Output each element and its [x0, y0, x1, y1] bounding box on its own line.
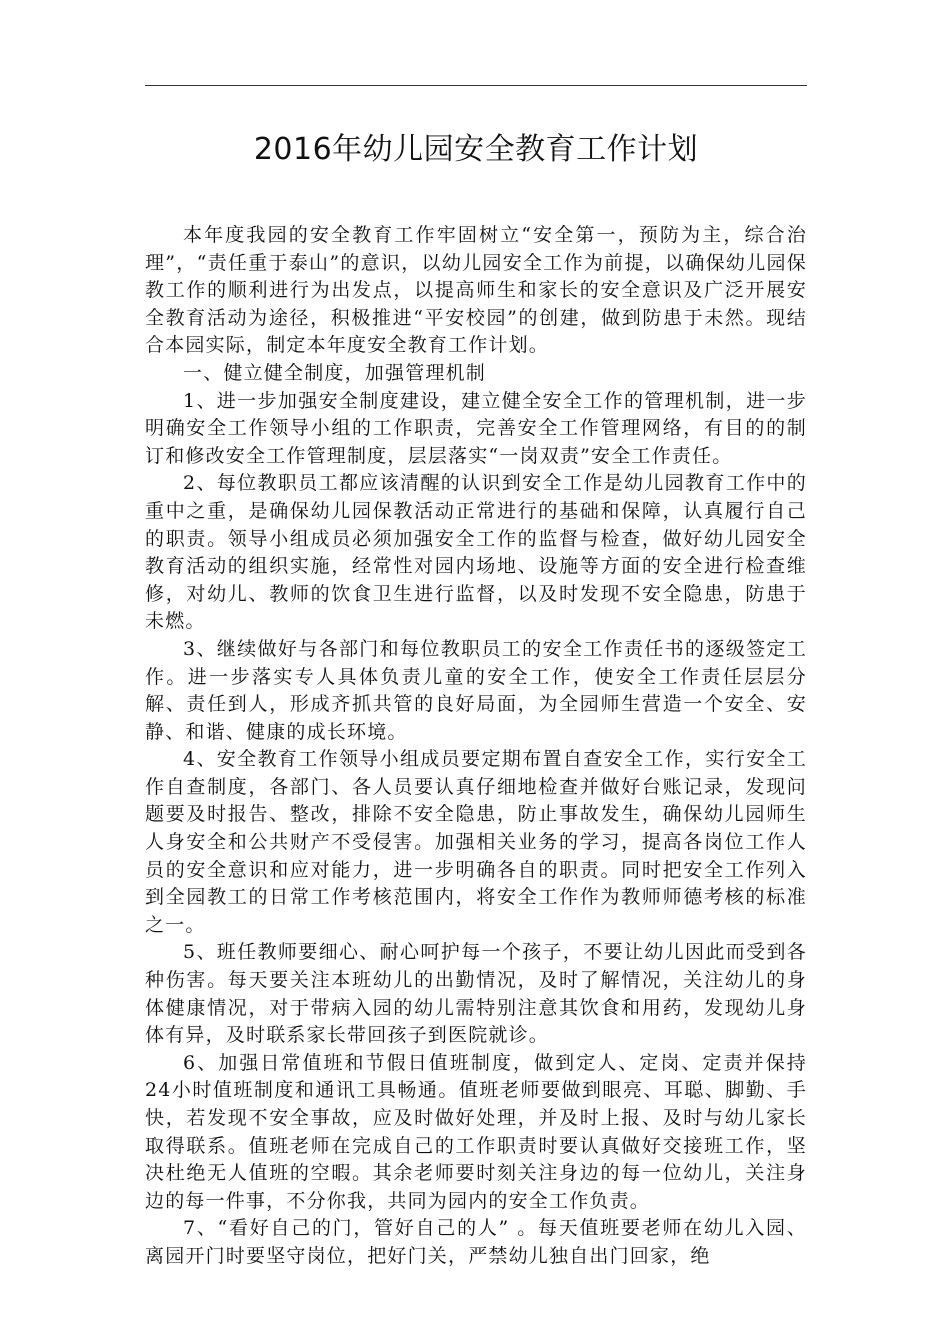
- item-paragraph-6: 6、加强日常值班和节假日值班制度，做到定人、定岗、定责并保持24小时值班制度和通讯工具畅通。值班老师要做到眼亮、耳聪、脚勤、手快，若发现不安全事故，应及时做好处理，并及时上报、及时与幼儿家长取得联系。值班老师在完成自己的工作职责时要认真做好交接班工作，坚决杜绝无人值班的空暇。其余老师要时刻关注身边的每一位幼儿，关注身边的每一件事，不分你我，共同为园内的安全工作负责。: [145, 1051, 807, 1212]
- section-heading: 一、健立健全制度，加强管理机制: [183, 361, 487, 384]
- item-paragraph-1: 1、进一步加强安全制度建设，建立健全安全工作的管理机制，进一步明确安全工作领导小组的工作职责，完善安全工作管理网络，有目的的制订和修改安全工作管理制度，层层落实“一岗双责”安全工作责任。: [145, 389, 807, 467]
- item-paragraph-7: 7、“看好自己的门，管好自己的人” 。每天值班要老师在幼儿入园、离园开门时要坚守岗位，把好门关，严禁幼儿独自出门回家，绝: [145, 1217, 807, 1267]
- document-body: [145, 222, 807, 1271]
- document-title: 2016年幼儿园安全教育工作计划: [253, 132, 699, 167]
- item-paragraph-4: 4、安全教育工作领导小组成员要定期布置自查安全工作，实行安全工作自查制度，各部门、各人员要认真仔细地检查并做好台账记录，发现问题要及时报告、整改，排除不安全隐患，防止事故发生，确保幼儿园师生人身安全和公共财产不受侵害。加强相关业务的学习，提高各岗位工作人员的安全意识和应对能力，进一步明确各自的职责。同时把安全工作列入到全园教工的日常工作考核范围内，将安全工作作为教师师德考核的标准之一。: [145, 748, 807, 936]
- item-paragraph-2: 2、每位教职员工都应该清醒的认识到安全工作是幼儿园教育工作中的重中之重，是确保幼儿园保教活动正常进行的基础和保障，认真履行自己的职责。领导小组成员必须加强安全工作的监督与检查，做好幼儿园安全教育活动的组织实施，经常性对园内场地、设施等方面的安全进行检查维修，对幼儿、教师的饮食卫生进行监督，以及时发现不安全隐患，防患于未燃。: [145, 472, 807, 633]
- item-paragraph-3: 3、继续做好与各部门和每位教职员工的安全工作责任书的逐级签定工作。进一步落实专人具体负责儿童的安全工作，使安全工作责任层层分解、责任到人，形成齐抓共管的良好局面，为全园师生营造一个安全、安静、和谐、健康的成长环境。: [145, 637, 807, 743]
- header-rule: [145, 85, 807, 86]
- item-paragraph-5: 5、班任教师要细心、耐心呵护每一个孩子，不要让幼儿因此而受到各种伤害。每天要关注本班幼儿的出勤情况，及时了解情况，关注幼儿的身体健康情况，对于带病入园的幼儿需特别注意其饮食和用药，发现幼儿身体有异，及时联系家长带回孩子到医院就诊。: [145, 941, 807, 1047]
- intro-paragraph: 本年度我园的安全教育工作牢固树立“安全第一，预防为主，综合治理”，“责任重于泰山”的意识，以幼儿园安全工作为前提，以确保幼儿园保教工作的顺利进行为出发点，以提高师生和家长的安全意识及广泛开展安全教育活动为途径，积极推进“平安校园”的创建，做到防患于未然。现结合本园实际，制定本年度安全教育工作计划。: [145, 224, 807, 357]
